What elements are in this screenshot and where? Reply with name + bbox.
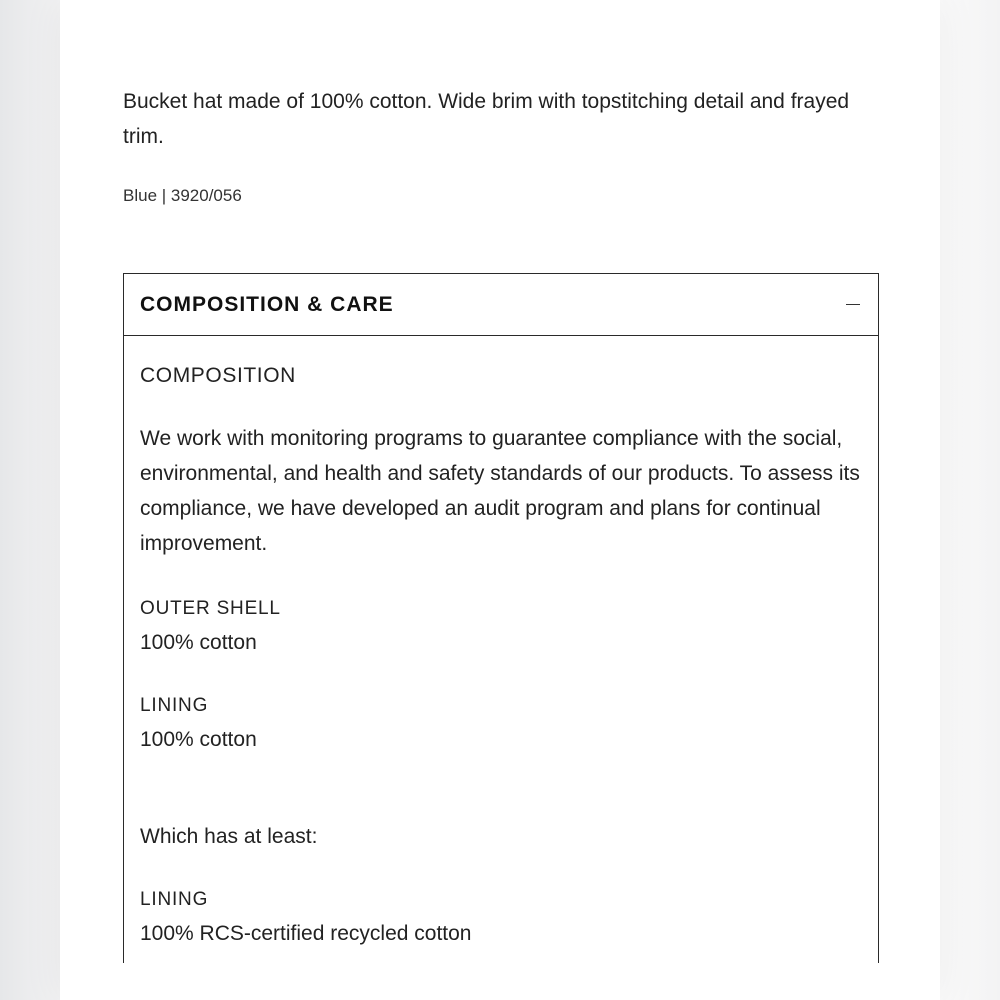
- lining-value: 100% cotton: [140, 728, 257, 751]
- accordion-title: COMPOSITION & CARE: [140, 292, 394, 316]
- minus-icon[interactable]: [846, 298, 860, 312]
- which-has-text: Which has at least:: [140, 825, 318, 848]
- outer-shell-value: 100% cotton: [140, 631, 257, 654]
- page-margin-left: [0, 0, 60, 1000]
- product-color-reference: Blue | 3920/056: [123, 186, 242, 205]
- outer-shell-label: OUTER SHELL: [140, 598, 281, 619]
- product-description: Bucket hat made of 100% cotton. Wide brim with topstitching detail and frayed trim.: [123, 90, 850, 148]
- lining-recycled-label: LINING: [140, 889, 209, 910]
- composition-care-accordion: [123, 273, 879, 963]
- lining-label: LINING: [140, 695, 209, 716]
- page-margin-right: [940, 0, 1000, 1000]
- accordion-header[interactable]: [124, 274, 878, 336]
- lining-recycled-value: 100% RCS-certified recycled cotton: [140, 922, 472, 945]
- product-detail-page: [60, 0, 940, 1000]
- composition-heading: COMPOSITION: [140, 364, 296, 387]
- monitoring-text: We work with monitoring programs to guarantee compliance with the social, environmental, and health and safety standards of our products. To assess its compliance, we have developed an audit program and plans for continual improvement.: [140, 427, 860, 555]
